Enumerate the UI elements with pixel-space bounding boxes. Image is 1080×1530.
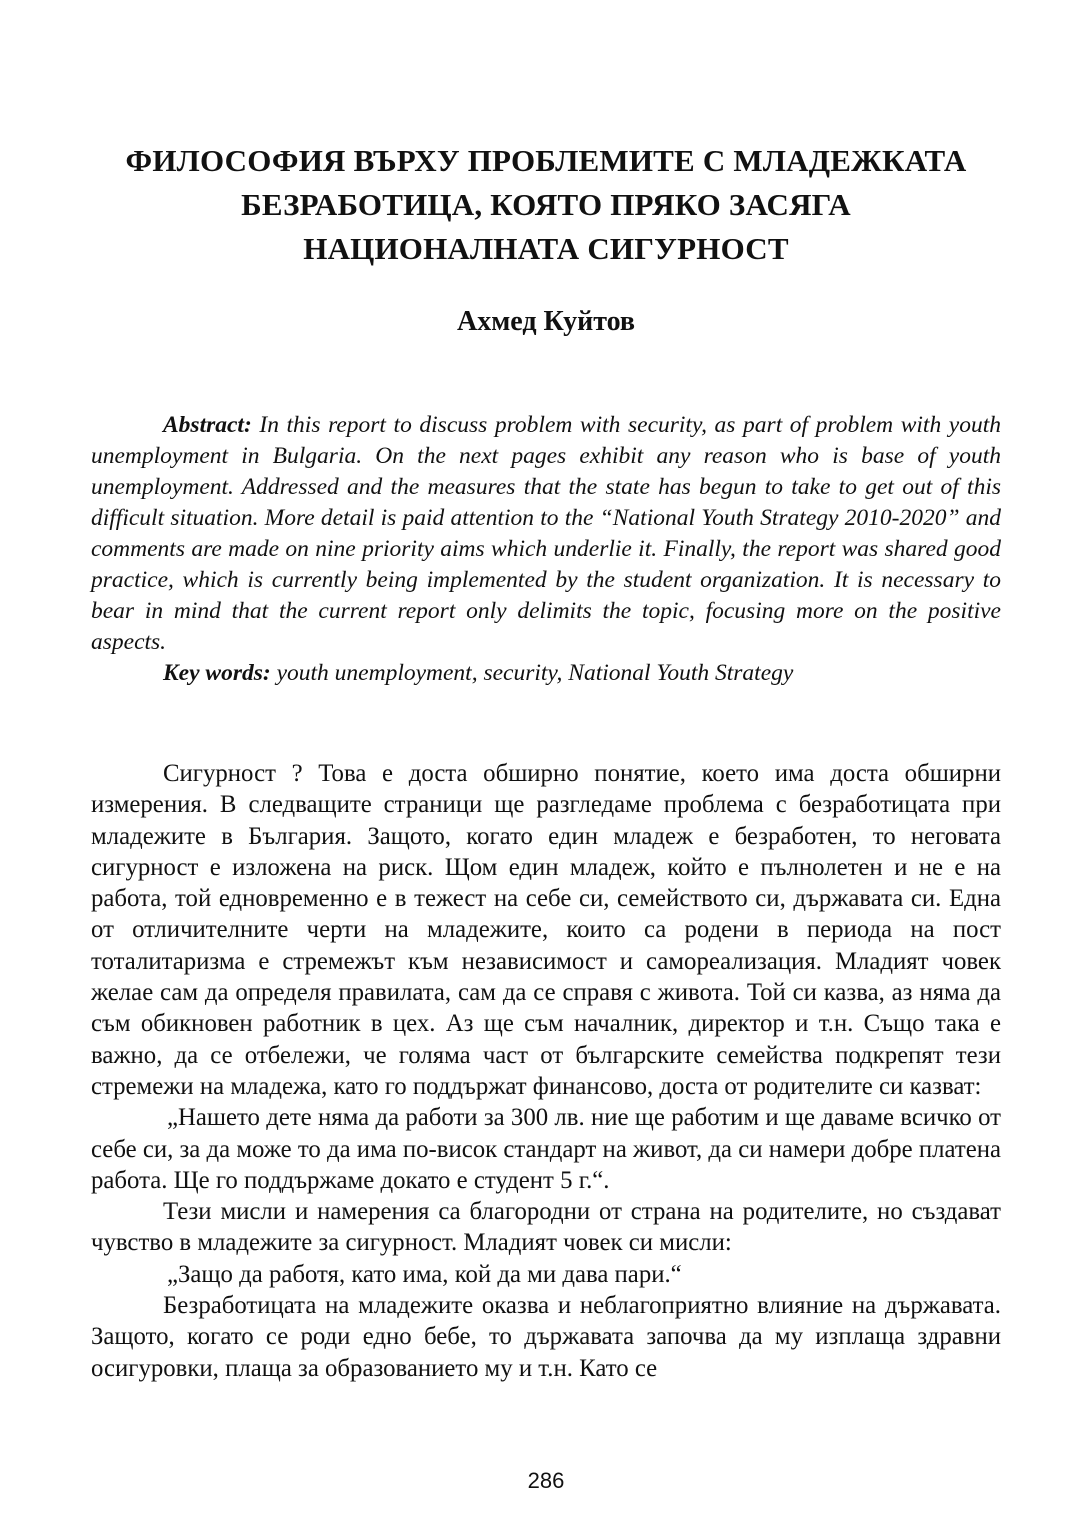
- abstract-paragraph: [91, 410, 1001, 658]
- paper-title: [91, 139, 1001, 271]
- author-name: Ахмед Куйтов: [456, 306, 636, 337]
- body-paragraph: Сигурност ? Това е доста обширно понятие, което има доста обширни измерения. В следващите страници ще разгледаме проблема с безработицата при младежите в България. Защото, когато един младеж е безработен, то неговата сигурност е изложена на риск. Щом един младеж, който е пълнолетен и не е на работа, той едновременно е в тежест на себе си, семейството си, държавата си. Една от отличителните черти на младежите, които са родени в периода на пост тоталитаризма е стремежът към независимост и самореализация. Младият човек желае сам да определя правилата, сам да се справя с живота. Той си казва, аз няма да съм обикновен работник в цех. Аз ще съм началник, директор и т.н. Също така е важно, да се отбележи, че голяма част от българските семейства подкрепят тези стремежи на младежа, като го поддържат финансово, доста от родителите си казват:: [91, 760, 1001, 1100]
- body-paragraph: Тези мисли и намерения са благородни от страна на родителите, но създават чувство в младежите за сигурност. Младият човек си мисли:: [91, 1198, 1001, 1257]
- body-quote: „Нашето дете няма да работи за 300 лв. ние ще работим и ще даваме всичко от себе си, за да може то да има по-висок стандарт на живот, да си намери добре платена работа. Ще го поддържаме докато е студент 5 г.“.: [91, 1104, 1001, 1194]
- keywords-text: youth unemployment, security, National Youth Strategy: [270, 660, 794, 686]
- paper-page: [91, 0, 1001, 1530]
- body-quote: „Защо да работя, като има, кой да ми дава пари.“: [167, 1260, 682, 1288]
- body-text: [91, 758, 1001, 1384]
- title-line: БЕЗРАБОТИЦА, КОЯТО ПРЯКО ЗАСЯГА: [241, 187, 851, 222]
- title-line: ФИЛОСОФИЯ ВЪРХУ ПРОБЛЕМИТЕ С МЛАДЕЖКАТА: [125, 143, 967, 178]
- page-number: 286: [527, 1468, 565, 1493]
- keywords-paragraph: [91, 658, 1001, 689]
- abstract-label: Abstract:: [163, 412, 252, 438]
- body-paragraph: Безработицата на младежите оказва и неблагоприятно влияние на държавата. Защото, когато се роди едно бебе, то държавата започва да му изплаща здравни осигуровки, плаща за образованието му и т.н. Като се: [91, 1292, 1001, 1382]
- title-line: НАЦИОНАЛНАТА СИГУРНОСТ: [303, 231, 789, 266]
- abstract-section: [91, 410, 1001, 689]
- abstract-text: In this report to discuss problem with security, as part of problem with youth unemployment in Bulgaria. On the next pages exhibit any reason who is base of youth unemployment. Addressed and the measures that the state has begun to take to get out of this difficult situation. More detail is paid attention to the “National Youth Strategy 2010-2020” and comments are made on nine priority aims which underlie it. Finally, the report was shared good practice, which is currently being implemented by the student organization. It is necessary to bear in mind that the current report only delimits the topic, focusing more on the positive aspects.: [91, 412, 1001, 655]
- keywords-label: Key words:: [163, 660, 271, 686]
